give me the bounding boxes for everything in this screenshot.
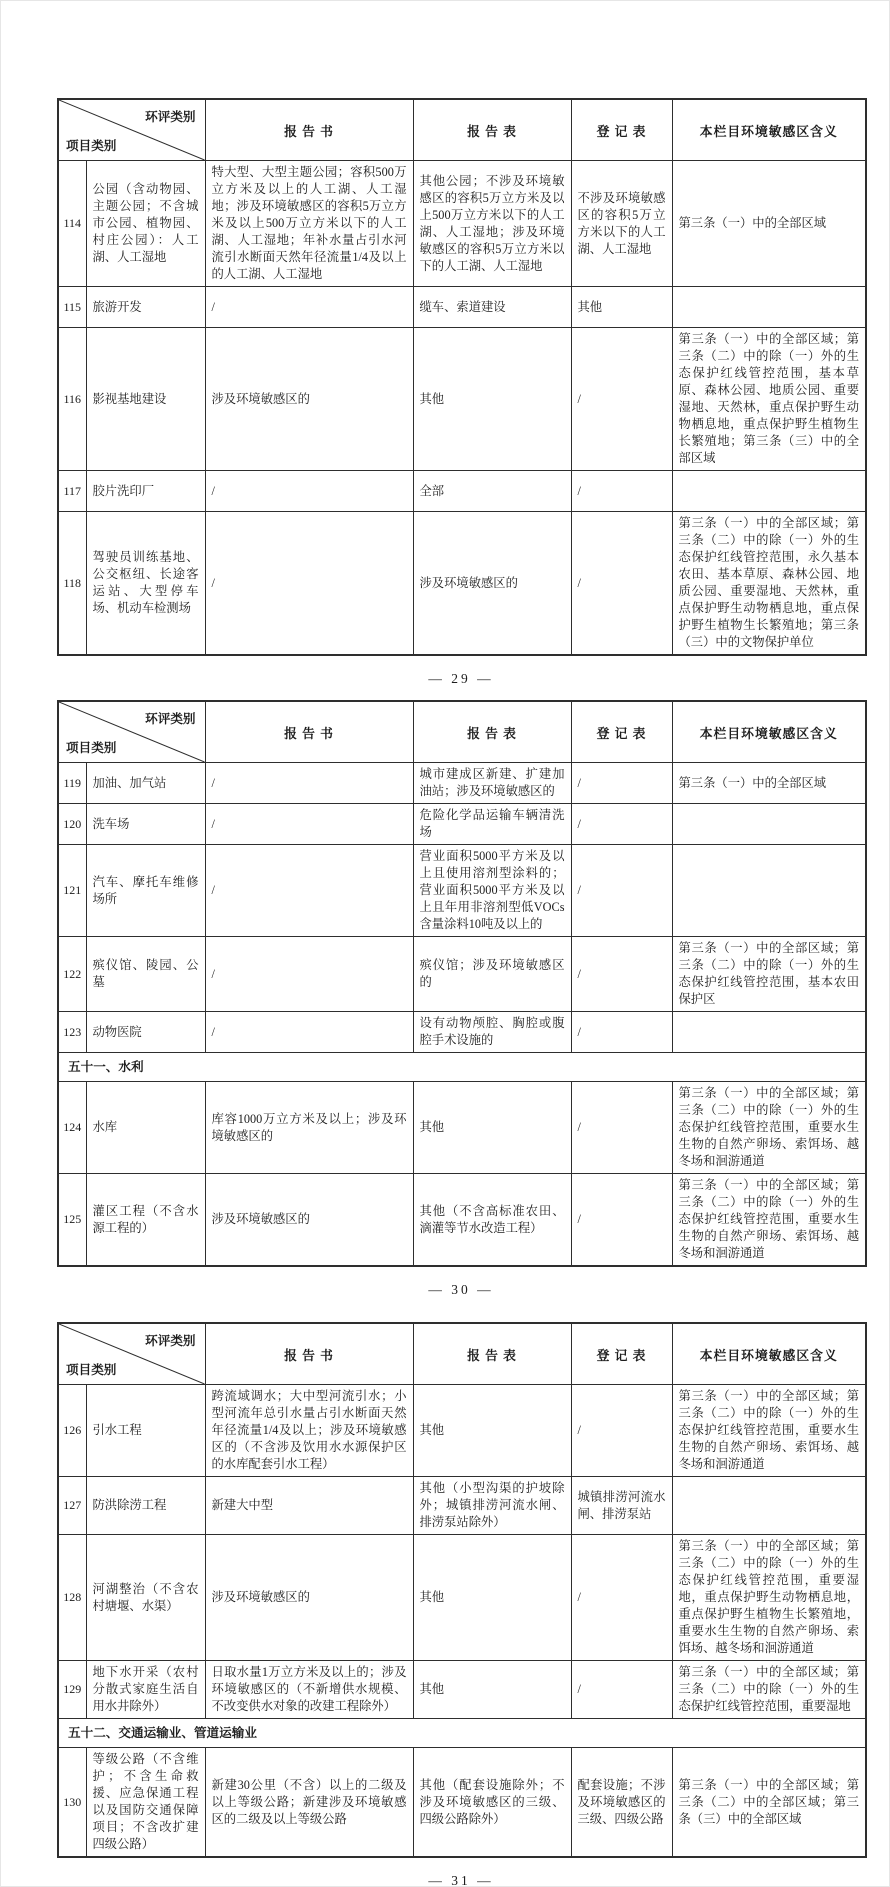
project-category-cell: 灌区工程（不含水源工程的） [86,1174,205,1267]
report-form-cell: 其他（配套设施除外；不涉及环境敏感区的三级、四级公路除外） [413,1748,571,1858]
report-book-cell: 库容1000万立方米及以上；涉及环境敏感区的 [205,1082,413,1174]
report-book-cell: / [205,763,413,804]
section-title: 五十二、交通运输业、管道运输业 [58,1719,866,1748]
report-book-cell: / [205,937,413,1012]
table-header-row [58,1323,866,1385]
report-form-cell: 涉及环境敏感区的 [413,512,571,656]
table-row [58,1748,866,1858]
table-row [58,1012,866,1053]
report-form-cell: 其他公园；不涉及环境敏感区的容积5万立方米及以上500万立方米以下的人工湖、人工湿地；涉及环境敏感区的容积5万立方米以下的人工湖、人工湿地 [413,161,571,287]
header-registration-form: 登 记 表 [571,99,672,161]
row-number-cell: 128 [58,1535,86,1661]
project-category-cell: 胶片洗印厂 [86,471,205,512]
table-row [58,845,866,937]
header-registration-form: 登 记 表 [571,701,672,763]
header-diagonal-cell [58,701,205,763]
row-number-cell: 114 [58,161,86,287]
report-book-cell: 新建大中型 [205,1477,413,1535]
section-header-row [58,1719,866,1748]
project-category-cell: 影视基地建设 [86,328,205,471]
sensitive-area-meaning-cell: 第三条（一）中的全部区域 [672,763,866,804]
row-number-cell: 127 [58,1477,86,1535]
table-block-page-29 [57,98,865,687]
report-book-cell: / [205,512,413,656]
report-book-cell: 特大型、大型主题公园；容积500万立方米及以上的人工湖、人工湿地；涉及环境敏感区的容积5万立方米及以上500万立方米以下的人工湖、人工湿地；年补水量占引水河流引水断面天然年径流量1/4及以上的人工湖、人工湿地 [205,161,413,287]
registration-form-cell: / [571,1082,672,1174]
row-number-cell: 117 [58,471,86,512]
table-row [58,937,866,1012]
project-category-cell: 驾驶员训练基地、公交枢纽、长途客运站、大型停车场、机动车检测场 [86,512,205,656]
table-row [58,471,866,512]
project-category-cell: 河湖整治（不含农村塘堰、水渠） [86,1535,205,1661]
registration-form-cell: / [571,1661,672,1719]
report-book-cell: 跨流域调水；大中型河流引水；小型河流年总引水量占引水断面天然年径流量1/4及以上；涉及环境敏感区的（不含涉及饮用水水源保护区的水库配套引水工程） [205,1385,413,1477]
report-form-cell: 其他 [413,1385,571,1477]
registration-form-cell: 其他 [571,287,672,328]
row-number-cell: 130 [58,1748,86,1858]
table-block-page-31 [57,1322,865,1887]
report-book-cell: / [205,287,413,328]
sensitive-area-meaning-cell: 第三条（一）中的全部区域；第三条（二）中的全部区域；第三条（三）中的全部区域 [672,1748,866,1858]
row-number-cell: 115 [58,287,86,328]
sensitive-area-meaning-cell [672,1012,866,1053]
header-project-category-label: 项目类别 [66,1363,117,1377]
project-category-cell: 加油、加气站 [86,763,205,804]
section-header-row [58,1053,866,1082]
table-row [58,1535,866,1661]
table-row [58,287,866,328]
report-book-cell: / [205,845,413,937]
header-project-category-label: 项目类别 [66,741,117,755]
report-book-cell: 涉及环境敏感区的 [205,1535,413,1661]
registration-form-cell: / [571,1535,672,1661]
registration-form-cell: / [571,1174,672,1267]
sensitive-area-meaning-cell: 第三条（一）中的全部区域；第三条（二）中的除（一）外的生态保护红线管控范围，基本农田保护区 [672,937,866,1012]
report-book-cell: / [205,804,413,845]
row-number-cell: 116 [58,328,86,471]
project-category-cell: 动物医院 [86,1012,205,1053]
registration-form-cell: / [571,1385,672,1477]
report-book-cell: 涉及环境敏感区的 [205,1174,413,1267]
report-form-cell: 其他 [413,1535,571,1661]
page-number: — 29 — [428,671,494,686]
row-number-cell: 118 [58,512,86,656]
header-sensitive-meaning: 本栏目环境敏感区含义 [672,1323,866,1385]
registration-form-cell: / [571,845,672,937]
table-row [58,1477,866,1535]
registration-form-cell: / [571,804,672,845]
header-report-form: 报 告 表 [413,99,571,161]
row-number-cell: 126 [58,1385,86,1477]
sensitive-area-meaning-cell: 第三条（一）中的全部区域 [672,161,866,287]
report-book-cell: 新建30公里（不含）以上的二级及以上等级公路；新建涉及环境敏感区的二级及以上等级公路 [205,1748,413,1858]
registration-form-cell: / [571,512,672,656]
table-row [58,161,866,287]
row-number-cell: 123 [58,1012,86,1053]
report-form-cell: 其他（小型沟渠的护坡除外；城镇排涝河流水闸、排涝泵站除外） [413,1477,571,1535]
sensitive-area-meaning-cell: 第三条（一）中的全部区域；第三条（二）中的除（一）外的生态保护红线管控范围，永久基本农田、基本草原、森林公园、地质公园、重要湿地、天然林，重点保护野生动物栖息地，重点保护野生植物生长繁殖地；第三条（三）中的文物保护单位 [672,512,866,656]
registration-form-cell: / [571,763,672,804]
report-form-cell: 其他 [413,1082,571,1174]
registration-form-cell: 城镇排涝河流水闸、排涝泵站 [571,1477,672,1535]
table-row [58,1082,866,1174]
row-number-cell: 121 [58,845,86,937]
header-sensitive-meaning: 本栏目环境敏感区含义 [672,701,866,763]
project-category-cell: 等级公路（不含维护；不含生命救援、应急保通工程以及国防交通保障项目；不含改扩建四级公路） [86,1748,205,1858]
project-category-cell: 防洪除涝工程 [86,1477,205,1535]
sensitive-area-meaning-cell [672,1477,866,1535]
report-form-cell: 殡仪馆；涉及环境敏感区的 [413,937,571,1012]
registration-form-cell: / [571,1012,672,1053]
report-form-cell: 其他 [413,1661,571,1719]
page-number: — 30 — [428,1282,494,1297]
sensitive-area-meaning-cell: 第三条（一）中的全部区域；第三条（二）中的除（一）外的生态保护红线管控范围，重要水生生物的自然产卵场、索饵场、越冬场和洄游通道 [672,1174,866,1267]
header-report-book: 报 告 书 [205,99,413,161]
report-book-cell: / [205,1012,413,1053]
row-number-cell: 120 [58,804,86,845]
eia-classification-table [57,700,867,1267]
sensitive-area-meaning-cell [672,471,866,512]
project-category-cell: 汽车、摩托车维修场所 [86,845,205,937]
table-header-row [58,99,866,161]
report-form-cell: 危险化学品运输车辆清洗场 [413,804,571,845]
sensitive-area-meaning-cell: 第三条（一）中的全部区域；第三条（二）中的除（一）外的生态保护红线管控范围，基本草原、森林公园、地质公园、重要湿地、天然林，重点保护野生动物栖息地，重点保护野生植物生长繁殖地；第三条（三）中的全部区域 [672,328,866,471]
header-report-form: 报 告 表 [413,1323,571,1385]
registration-form-cell: / [571,328,672,471]
eia-classification-table [57,1322,867,1858]
row-number-cell: 122 [58,937,86,1012]
sensitive-area-meaning-cell: 第三条（一）中的全部区域；第三条（二）中的除（一）外的生态保护红线管控范围，重要水生生物的自然产卵场、索饵场、越冬场和洄游通道 [672,1082,866,1174]
registration-form-cell: 不涉及环境敏感区的容积5万立方米以下的人工湖、人工湿地 [571,161,672,287]
header-registration-form: 登 记 表 [571,1323,672,1385]
table-row [58,804,866,845]
row-number-cell: 129 [58,1661,86,1719]
report-book-cell: 涉及环境敏感区的 [205,328,413,471]
page-number: — 31 — [428,1873,494,1887]
report-form-cell: 缆车、索道建设 [413,287,571,328]
header-eia-category-label: 环评类别 [145,1334,196,1348]
header-eia-category-label: 环评类别 [145,110,196,124]
header-report-book: 报 告 书 [205,701,413,763]
table-row [58,763,866,804]
table-row [58,1174,866,1267]
project-category-cell: 殡仪馆、陵园、公墓 [86,937,205,1012]
report-form-cell: 其他 [413,328,571,471]
table-row [58,1661,866,1719]
table-row [58,328,866,471]
header-diagonal-cell [58,99,205,161]
row-number-cell: 124 [58,1082,86,1174]
table-block-page-30 [57,700,865,1298]
sensitive-area-meaning-cell: 第三条（一）中的全部区域；第三条（二）中的除（一）外的生态保护红线管控范围，重要水生生物的自然产卵场、索饵场、越冬场和洄游通道 [672,1385,866,1477]
header-diagonal-cell [58,1323,205,1385]
sensitive-area-meaning-cell: 第三条（一）中的全部区域；第三条（二）中的除（一）外的生态保护红线管控范围，重要湿地，重点保护野生动物栖息地，重点保护野生植物生长繁殖地，重要水生生物的自然产卵场、索饵场、越冬场和洄游通道 [672,1535,866,1661]
header-report-form: 报 告 表 [413,701,571,763]
report-form-cell: 营业面积5000平方米及以上且使用溶剂型涂料的；营业面积5000平方米及以上且年用非溶剂型低VOCs含量涂料10吨及以上的 [413,845,571,937]
table-row [58,512,866,656]
registration-form-cell: / [571,937,672,1012]
section-title: 五十一、水利 [58,1053,866,1082]
report-book-cell: / [205,471,413,512]
header-report-book: 报 告 书 [205,1323,413,1385]
project-category-cell: 引水工程 [86,1385,205,1477]
sensitive-area-meaning-cell: 第三条（一）中的全部区域；第三条（二）中的除（一）外的生态保护红线管控范围，重要湿地 [672,1661,866,1719]
report-book-cell: 日取水量1万立方米及以上的；涉及环境敏感区的（不新增供水规模、不改变供水对象的改建工程除外） [205,1661,413,1719]
project-category-cell: 地下水开采（农村分散式家庭生活自用水井除外） [86,1661,205,1719]
project-category-cell: 洗车场 [86,804,205,845]
header-project-category-label: 项目类别 [66,139,117,153]
table-header-row [58,701,866,763]
sensitive-area-meaning-cell [672,845,866,937]
row-number-cell: 125 [58,1174,86,1267]
project-category-cell: 旅游开发 [86,287,205,328]
report-form-cell: 其他（不含高标准农田、滴灌等节水改造工程） [413,1174,571,1267]
sensitive-area-meaning-cell [672,287,866,328]
report-form-cell: 全部 [413,471,571,512]
table-row [58,1385,866,1477]
row-number-cell: 119 [58,763,86,804]
report-form-cell: 城市建成区新建、扩建加油站；涉及环境敏感区的 [413,763,571,804]
sensitive-area-meaning-cell [672,804,866,845]
eia-classification-table [57,98,867,656]
registration-form-cell: 配套设施；不涉及环境敏感区的三级、四级公路 [571,1748,672,1858]
registration-form-cell: / [571,471,672,512]
project-category-cell: 公园（含动物园、主题公园；不含城市公园、植物园、村庄公园）：人工湖、人工湿地 [86,161,205,287]
header-sensitive-meaning: 本栏目环境敏感区含义 [672,99,866,161]
project-category-cell: 水库 [86,1082,205,1174]
header-eia-category-label: 环评类别 [145,712,196,726]
report-form-cell: 设有动物颅腔、胸腔或腹腔手术设施的 [413,1012,571,1053]
